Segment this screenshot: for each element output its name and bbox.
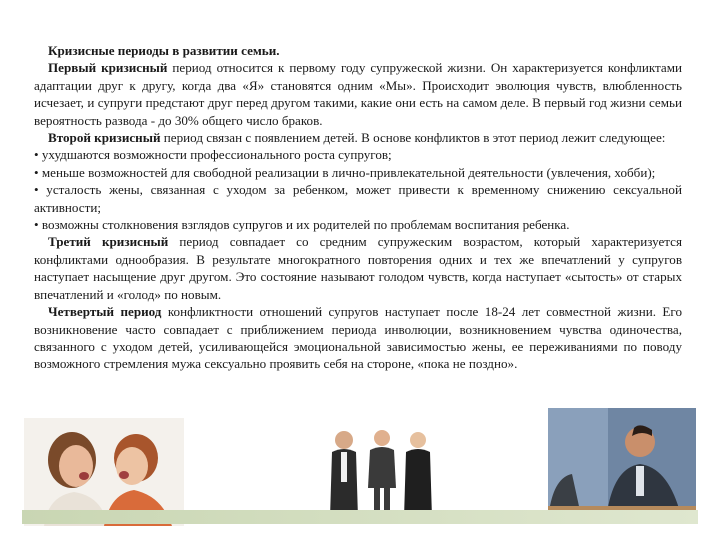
second-crisis-text: период связан с появлением детей. В основе конфликтов в этот период лежит следующее:	[160, 130, 666, 146]
fourth-crisis-text: конфликтности отношений супругов наступает после 18-24 лет совместной жизни. Его возникновение часто совпадает с приближением периода инволюции, возникновением чувства одиночества, связанного с уходом детей, усиливающейся эмоциональной зависимостью жены, ее переживаниями по поводу возможного стремления мужа сексуально проявить себя на стороне, «пока не поздно».	[34, 304, 682, 372]
paragraph-third-crisis	[34, 233, 682, 303]
paragraph-fourth-crisis	[34, 303, 682, 373]
bottom-decorative-bar	[22, 510, 698, 524]
first-crisis-text: период относится к первому году супружеской жизни. Он характеризуется конфликтами адаптации друг к другу, когда два «Я» становятся одним «Мы». Происходит эволюция чувств, влюбленность исчезает, и супруги предстают друг перед другом такими, какие они есть на самом деле. В первый год жизни семьи вероятность развода - до 30% общего число браков.	[34, 60, 682, 128]
first-crisis-heading: Первый кризисный	[48, 60, 168, 76]
list-item: • возможны столкновения взглядов супругов и их родителей по проблемам воспитания ребенка.	[34, 217, 570, 233]
third-crisis-heading: Третий кризисный	[48, 234, 169, 250]
fourth-crisis-heading: Четвертый период	[48, 304, 162, 320]
document-text	[34, 42, 682, 373]
businessman-photo	[548, 408, 696, 520]
list-item: • ухудшаются возможности профессионального роста супругов;	[34, 147, 392, 163]
list-item: • меньше возможностей для свободной реализации в лично-привлекательной деятельности (увлечения, хобби);	[34, 164, 656, 180]
list-item: • усталость жены, связанная с уходом за ребенком, может привести к временному снижению сексуальной активности;	[34, 182, 682, 215]
business-people-photo	[320, 418, 440, 524]
paragraph-first-crisis	[34, 59, 682, 129]
third-crisis-text: период совпадает со средним супружеским возрастом, который характеризуется конфликтами однообразия. В результате многократного повторения одних и тех же впечатлений у супругов наступает насыщение друг другом. Это состояние называют голодом чувств, когда наступает «сытость» от старых впечатлений и «голод» по новым.	[34, 234, 682, 302]
paragraph-second-crisis	[34, 129, 682, 146]
document-title: Кризисные периоды в развитии семьи.	[48, 43, 280, 58]
second-crisis-heading: Второй кризисный	[48, 130, 161, 146]
